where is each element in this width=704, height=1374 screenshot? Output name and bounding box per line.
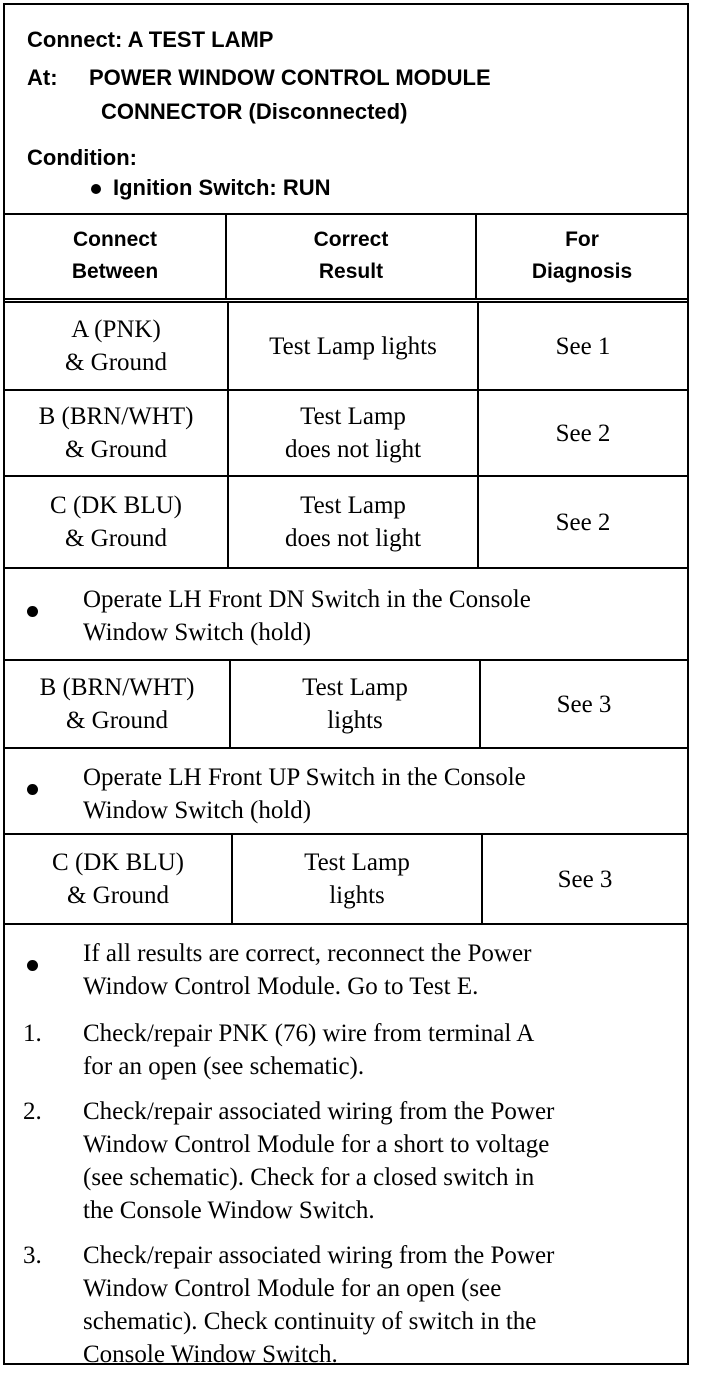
bullet-icon bbox=[27, 949, 38, 982]
connect-line bbox=[27, 27, 273, 53]
note-2: Check/repair associated wiring from the Power Window Control Module for a short to voltage (see schematic). Check for a closed switch in the Console Window Switch. bbox=[83, 1098, 555, 1224]
note-bullet: If all results are correct, reconnect the Power Window Control Module. Go to Test E. bbox=[83, 940, 532, 1000]
diagnosis-notes bbox=[5, 925, 687, 1368]
connect-between-cell: A (PNK) & Ground bbox=[64, 316, 168, 376]
diagnosis-cell: See 3 bbox=[481, 835, 687, 923]
diagnostic-test-table bbox=[3, 3, 689, 1368]
diagnosis-cell: See 3 bbox=[479, 661, 687, 747]
correct-result-cell: Test Lamp does not light bbox=[227, 391, 477, 475]
connect-between-cell: B (BRN/WHT) & Ground bbox=[39, 674, 195, 734]
condition-label: Condition: bbox=[27, 145, 137, 170]
condition-text: Ignition Switch: RUN bbox=[113, 175, 331, 200]
diagnosis-cell: See 2 bbox=[477, 391, 687, 475]
at-value-line2: CONNECTOR (Disconnected) bbox=[101, 99, 408, 124]
at-line bbox=[27, 65, 58, 91]
correct-result-cell: Test Lamp lights bbox=[231, 835, 481, 923]
instruction-line: Window Switch (hold) bbox=[83, 619, 312, 646]
diagnosis-cell: See 1 bbox=[477, 303, 687, 389]
table-row bbox=[5, 835, 687, 925]
at-label: At: bbox=[27, 65, 58, 90]
table-row bbox=[5, 477, 687, 569]
table-row bbox=[5, 391, 687, 477]
condition-item bbox=[91, 175, 331, 201]
note-3: Check/repair associated wiring from the Power Window Control Module for an open (see schematic). Check continuity of switch in the Console Window Switch. bbox=[83, 1242, 555, 1368]
instruction-line: Operate LH Front UP Switch in the Console bbox=[83, 764, 526, 791]
instruction-line: Operate LH Front DN Switch in the Console bbox=[83, 586, 531, 613]
column-header-correct-result: Correct Result bbox=[225, 213, 475, 298]
instruction-row bbox=[5, 569, 687, 661]
note-1: Check/repair PNK (76) wire from terminal A for an open (see schematic). bbox=[83, 1020, 535, 1080]
instruction-row bbox=[5, 749, 687, 835]
connect-between-cell: C (DK BLU) & Ground bbox=[52, 849, 184, 909]
diagnosis-cell: See 2 bbox=[477, 477, 687, 567]
bullet-icon bbox=[91, 184, 101, 194]
at-value-line1: POWER WINDOW CONTROL MODULE bbox=[89, 65, 491, 90]
column-header-for-diagnosis: For Diagnosis bbox=[475, 213, 687, 298]
note-number: 1. bbox=[23, 1020, 42, 1047]
connect-value: A TEST LAMP bbox=[127, 27, 274, 52]
column-header-connect-between: Connect Between bbox=[71, 227, 159, 283]
note-number: 3. bbox=[23, 1242, 42, 1269]
correct-result-cell: Test Lamp lights bbox=[229, 661, 479, 747]
instruction-line: Window Switch (hold) bbox=[83, 797, 312, 824]
table-row bbox=[5, 303, 687, 391]
table-row bbox=[5, 661, 687, 749]
connect-between-cell: C (DK BLU) & Ground bbox=[50, 492, 182, 552]
column-header-row bbox=[5, 213, 687, 303]
connect-label: Connect: bbox=[27, 27, 123, 52]
note-number: 2. bbox=[23, 1098, 42, 1125]
correct-result-cell: Test Lamp lights bbox=[227, 303, 477, 389]
correct-result-cell: Test Lamp does not light bbox=[227, 477, 477, 567]
bullet-icon bbox=[27, 773, 38, 806]
connect-between-cell: B (BRN/WHT) & Ground bbox=[38, 403, 194, 463]
test-header bbox=[5, 5, 687, 215]
bullet-icon bbox=[27, 595, 38, 628]
